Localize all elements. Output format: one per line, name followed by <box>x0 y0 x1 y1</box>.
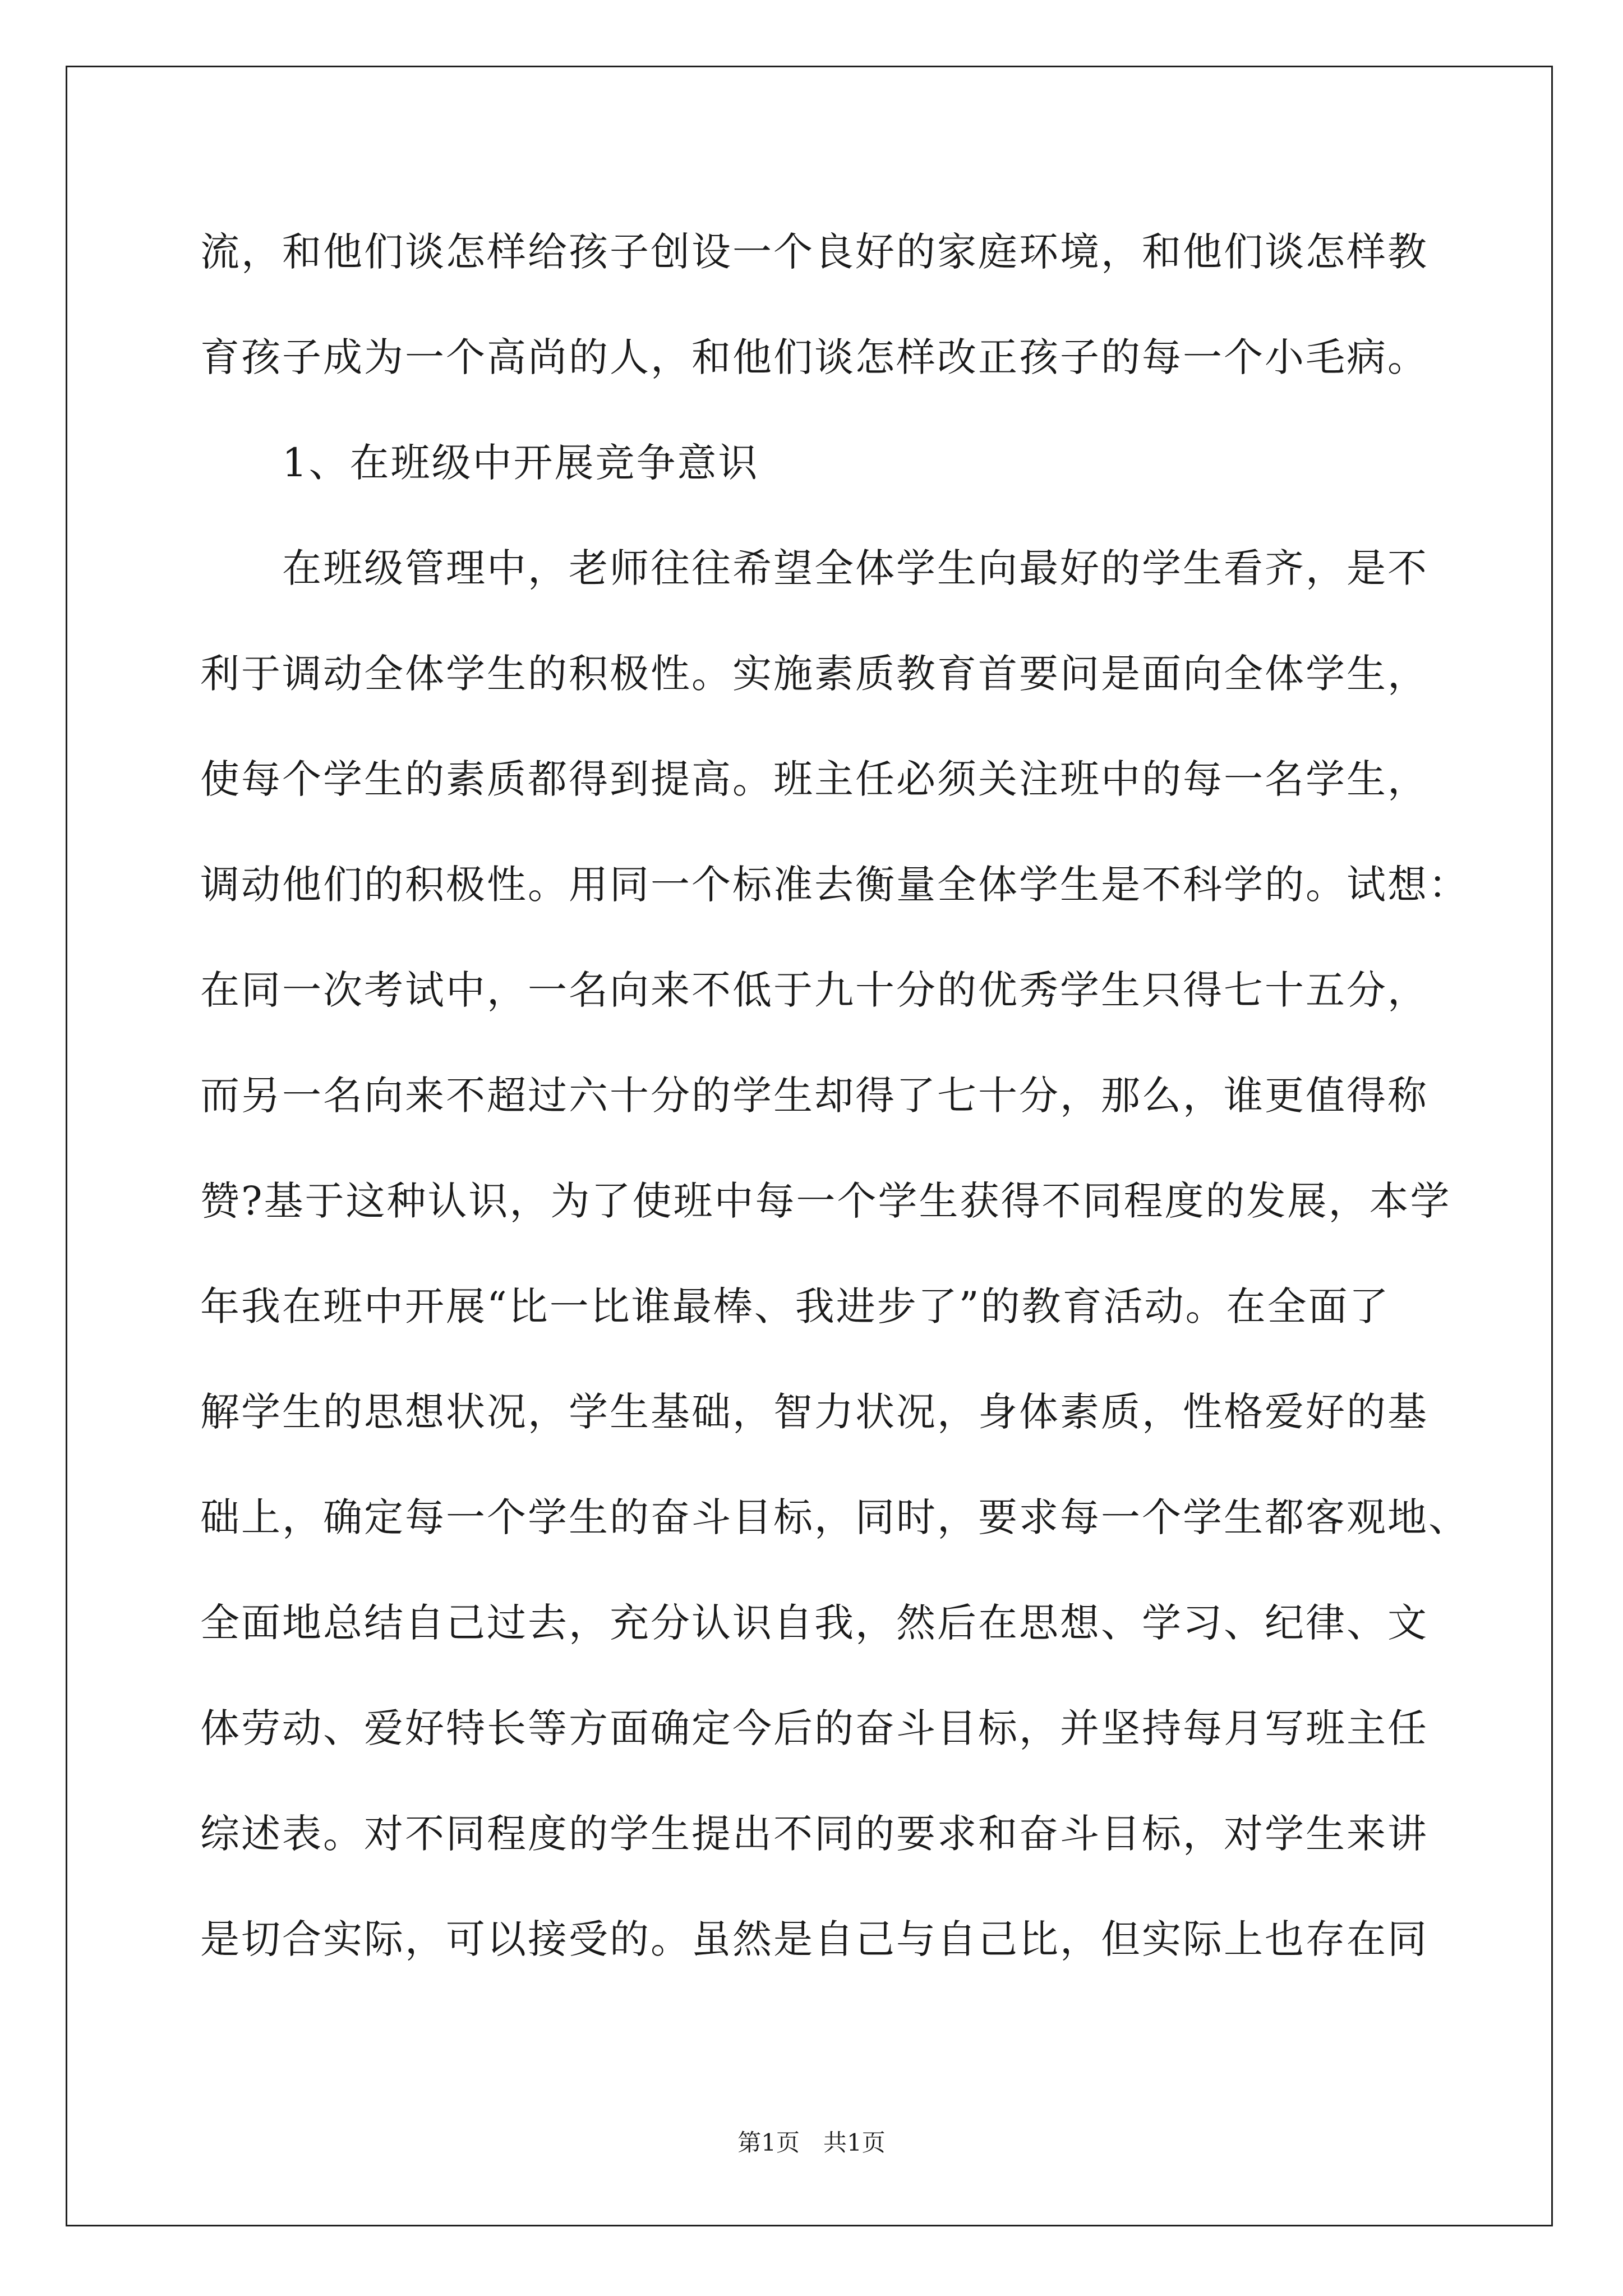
text-line: 综述表。对不同程度的学生提出不同的要求和奋斗目标，对学生来讲 <box>200 1811 1428 1857</box>
page-footer <box>0 2126 1623 2160</box>
text-line: 调动他们的积极性。用同一个标准去衡量全体学生是不科学的。试想： <box>200 862 1469 908</box>
text-line: 而另一名向来不超过六十分的学生却得了七十分，那么，谁更值得称 <box>200 1073 1428 1119</box>
text-line: 体劳动、爱好特长等方面确定今后的奋斗目标，并坚持每月写班主任 <box>200 1705 1428 1751</box>
text-line: 年我在班中开展“比一比谁最棒、我进步了”的教育活动。在全面了 <box>200 1283 1390 1329</box>
text-line: 在班级管理中，老师往往希望全体学生向最好的学生看齐，是不 <box>282 545 1428 591</box>
text-line: 赞?基于这种认识，为了使班中每一个学生获得不同程度的发展，本学 <box>200 1178 1451 1224</box>
text-line: 解学生的思想状况，学生基础，智力状况，身体素质，性格爱好的基 <box>200 1389 1428 1435</box>
page-number: 第1页 <box>737 2129 800 2156</box>
text-line: 育孩子成为一个高尚的人，和他们谈怎样改正孩子的每一个小毛病。 <box>200 334 1428 380</box>
text-line: 在同一次考试中，一名向来不低于九十分的优秀学生只得七十五分， <box>200 967 1428 1013</box>
text-line: 是切合实际，可以接受的。虽然是自己与自己比，但实际上也存在同 <box>200 1916 1428 1962</box>
text-line: 利于调动全体学生的积极性。实施素质教育首要问是面向全体学生， <box>200 651 1428 697</box>
text-line: 全面地总结自己过去，充分认识自我，然后在思想、学习、纪律、文 <box>200 1600 1428 1646</box>
text-line: 使每个学生的素质都得到提高。班主任必须关注班中的每一名学生， <box>200 756 1428 802</box>
page-count: 共1页 <box>823 2129 886 2156</box>
text-line: 流，和他们谈怎样给孩子创设一个良好的家庭环境，和他们谈怎样教 <box>200 229 1428 275</box>
section-heading: 1、在班级中开展竞争意识 <box>282 440 759 486</box>
document-body <box>200 199 1546 1992</box>
text-line: 础上，确定每一个学生的奋斗目标，同时，要求每一个学生都客观地、 <box>200 1494 1469 1540</box>
